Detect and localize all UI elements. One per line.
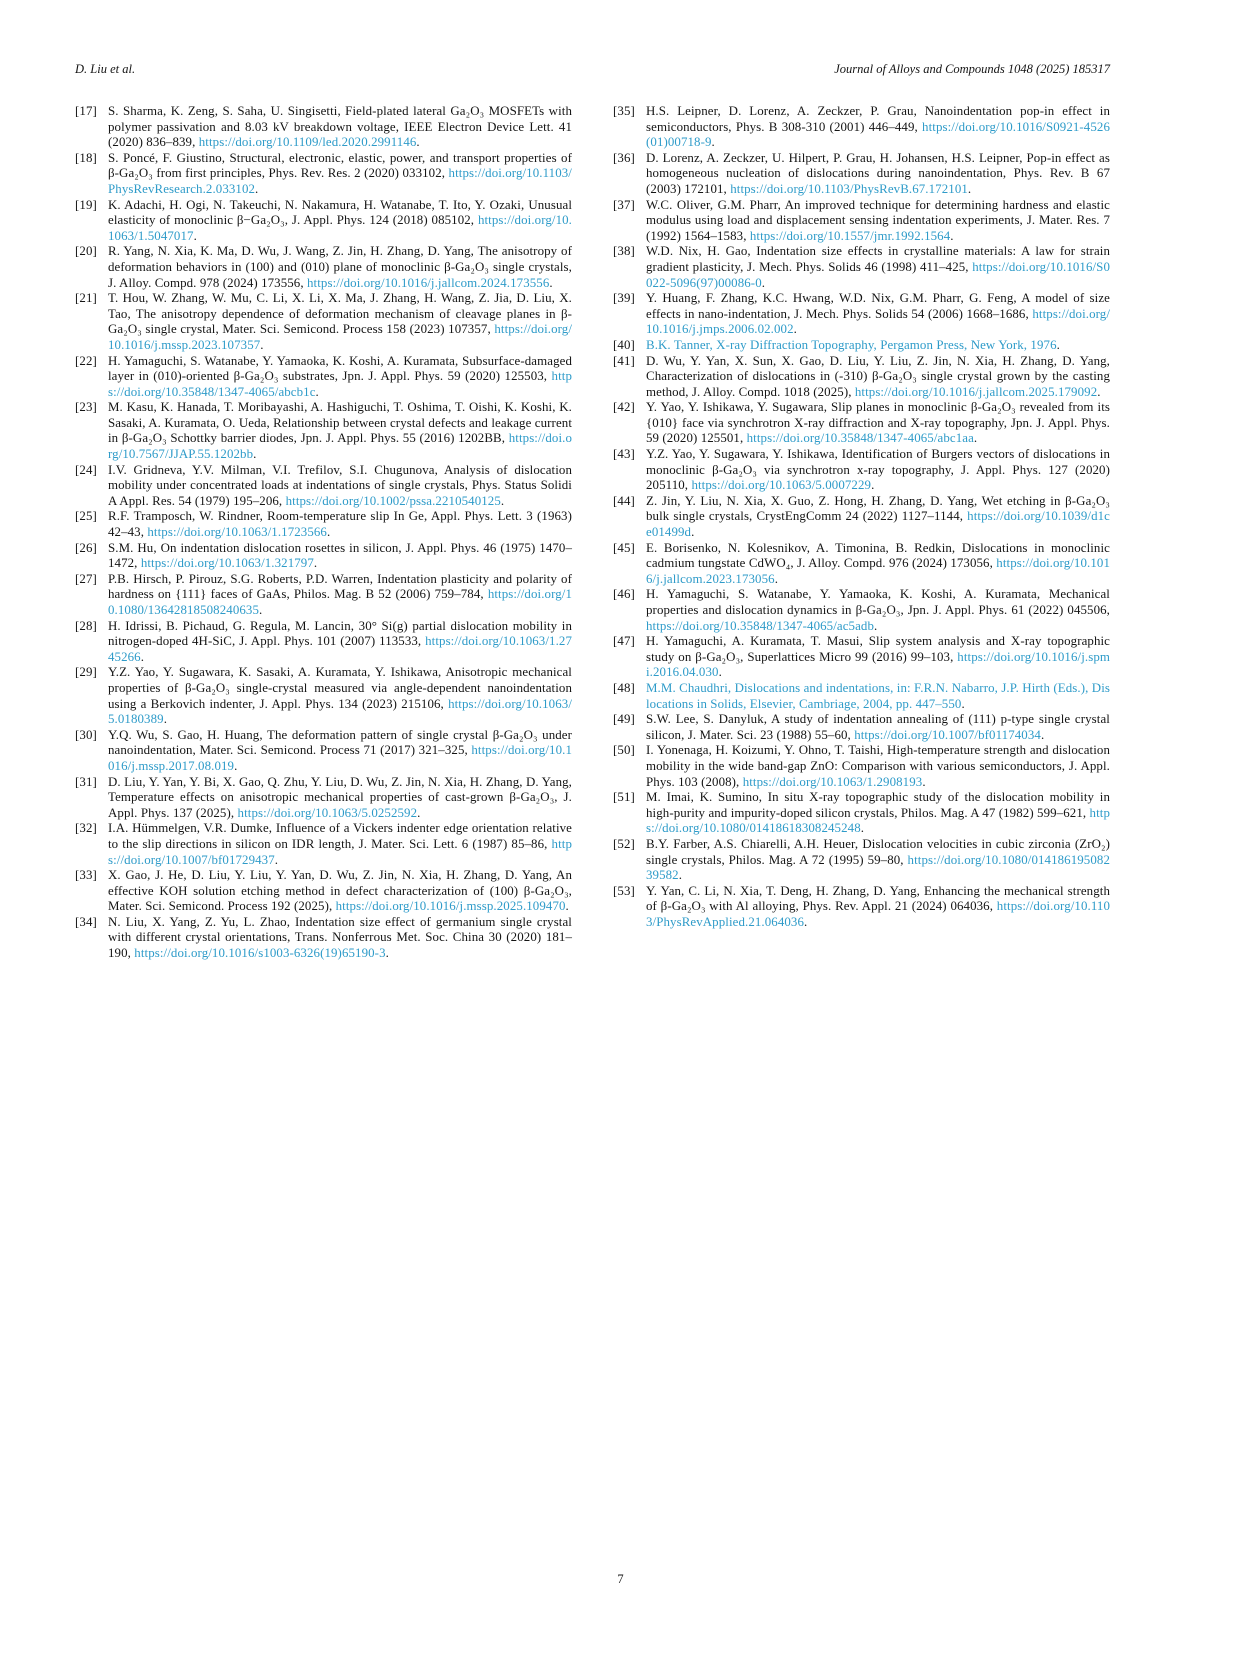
references-section: [75, 104, 1110, 962]
reference-number: [36]: [613, 150, 635, 165]
reference-item: [75, 728, 572, 775]
reference-number: [27]: [75, 571, 97, 586]
reference-item: [75, 821, 572, 868]
reference-item: [613, 400, 1110, 447]
reference-text: .: [255, 181, 259, 196]
references-column-right: [613, 104, 1110, 962]
doi-link[interactable]: https://doi.org/10.1016/s1003-6326(19)65190-3: [134, 946, 386, 961]
reference-text: .: [385, 946, 389, 961]
reference-text: S.M. Hu, On indentation dislocation rosettes in silicon, J. Appl. Phys. 46 (1975) 1470–1472,: [108, 540, 572, 571]
reference-text: D. Wu, Y. Yan, X. Sun, X. Gao, D. Liu, Y. Liu, Z. Jin, N. Xia, H. Zhang, D. Yang, Characterization of dislocations in (-310) β-Ga₂O₃ single crystal grown by the casting method, J. Alloy. Compd. 1018 (2025),: [646, 353, 1110, 399]
reference-text: W.C. Oliver, G.M. Pharr, An improved technique for determining hardness and elastic modulus using load and displacement sensing indentation experiments, J. Mater. Res. 7 (1992) 1564–1583,: [646, 197, 1110, 243]
reference-item: [613, 743, 1110, 790]
reference-text: .: [761, 275, 766, 290]
reference-number: [51]: [613, 790, 635, 805]
doi-link[interactable]: https://doi.org/10.1016/j.jallcom.2024.173556: [307, 275, 550, 290]
doi-link[interactable]: https://doi.org/10.1016/j.spmi.2016.04.030: [646, 649, 1110, 680]
reference-item: [75, 915, 572, 962]
reference-item: [613, 712, 1110, 743]
reference-number: [38]: [613, 244, 635, 259]
doi-link[interactable]: https://doi.org/10.35848/1347-4065/abcb1c: [108, 369, 572, 399]
reference-number: [39]: [613, 291, 635, 306]
page-footer: [0, 1572, 1241, 1587]
doi-link[interactable]: https://doi.org/10.1103/PhysRevB.67.172101: [730, 181, 968, 196]
reference-text: H. Yamaguchi, S. Watanabe, Y. Yamaoka, K. Koshi, A. Kuramata, Mechanical properties and dislocation dynamics in β-Ga₂O₃, Jpn. J. Appl. Phys. 61 (2022) 045506,: [646, 587, 1110, 617]
reference-number: [19]: [75, 197, 97, 212]
reference-text: .: [860, 821, 865, 836]
reference-item: [613, 587, 1110, 634]
doi-link[interactable]: https://doi.org/10.1063/5.0252592: [237, 805, 418, 820]
reference-text: I.V. Gridneva, Y.V. Milman, V.I. Trefilov, S.I. Chugunova, Analysis of dislocation mobility under concentrated loads at indentations of single crystals, Phys. Status Solidi A Appl. Res. 54 (1979) 195–206,: [108, 462, 572, 508]
reference-number: [46]: [613, 587, 635, 602]
reference-number: [49]: [613, 712, 635, 727]
doi-link[interactable]: https://doi.org/10.1039/d1ce01499d: [646, 509, 1110, 540]
doi-link[interactable]: https://doi.org/10.1063/5.0007229: [691, 478, 872, 493]
reference-number: [21]: [75, 291, 97, 306]
reference-number: [22]: [75, 353, 97, 368]
doi-link[interactable]: https://doi.org/10.1063/1.1723566: [147, 525, 327, 540]
reference-number: [50]: [613, 743, 635, 758]
reference-text: .: [1040, 727, 1045, 742]
reference-number: [34]: [75, 914, 97, 929]
reference-item: [75, 354, 572, 401]
reference-text: .: [253, 447, 257, 462]
reference-text: I.A. Hümmelgen, V.R. Dumke, Influence of a Vickers indenter edge orientation relative to the slip directions in silicon on IDR length, J. Mater. Sci. Lett. 6 (1987) 85–86,: [108, 821, 572, 851]
reference-text: .: [718, 665, 722, 680]
doi-link[interactable]: M.M. Chaudhri, Dislocations and indentations, in: F.R.N. Nabarro, J.P. Hirth (Eds.), Dislocations in Solids, Elsevier, Cambriage, 2004, pp. 447–550: [646, 680, 1110, 711]
reference-item: [75, 619, 572, 666]
reference-number: [35]: [613, 104, 635, 118]
reference-number: [37]: [613, 197, 635, 212]
reference-item: [75, 541, 572, 572]
reference-text: .: [234, 758, 238, 773]
reference-text: R.F. Tramposch, W. Rindner, Room-temperature slip In Ge, Appl. Phys. Lett. 3 (1963) 42–43,: [108, 509, 572, 540]
reference-text: .: [774, 571, 779, 586]
reference-item: [613, 291, 1110, 338]
reference-text: Y. Yao, Y. Ishikawa, Y. Sugawara, Slip planes in monoclinic β-Ga₂O₃ revealed from its {010} face via synchrotron X-ray diffraction and X-ray topography, Jpn. J. Appl. Phys. 59 (2020) 125501,: [646, 400, 1110, 446]
reference-item: [75, 572, 572, 619]
reference-number: [24]: [75, 462, 97, 477]
reference-text: M. Imai, K. Sumino, In situ X-ray topographic study of the dislocation mobility in high-purity and impurity-doped silicon crystals, Philos. Mag. A 47 (1982) 599–621,: [646, 790, 1110, 820]
reference-text: .: [565, 899, 569, 914]
reference-text: I. Yonenaga, H. Koizumi, Y. Ohno, T. Taishi, High-temperature strength and dislocation mobility in the wide band-gap ZnO: Comparison with various semiconductors, J. Appl. Phys. 103 (2008),: [646, 743, 1110, 789]
reference-text: .: [691, 525, 695, 540]
doi-link[interactable]: https://doi.org/10.1557/jmr.1992.1564: [749, 228, 951, 243]
reference-item: [613, 681, 1110, 712]
reference-text: K. Adachi, H. Ogi, N. Takeuchi, N. Nakamura, H. Watanabe, T. Ito, Y. Ozaki, Unusual elasticity of monoclinic β−Ga₂O₃, J. Appl. Phys. 124 (2018) 085102,: [108, 197, 572, 228]
reference-number: [48]: [613, 680, 635, 695]
reference-item: [75, 509, 572, 540]
doi-link[interactable]: https://doi.org/10.1063/1.2745266: [108, 634, 572, 664]
reference-text: S. Poncé, F. Giustino, Structural, electronic, elastic, power, and transport properties of β-Ga₂O₃ from first principles, Phys. Rev. Res. 2 (2020) 033102,: [108, 150, 572, 181]
references-column-left: [75, 104, 572, 962]
reference-number: [17]: [75, 104, 97, 118]
reference-text: .: [1056, 337, 1060, 352]
reference-item: [75, 463, 572, 510]
reference-number: [25]: [75, 509, 97, 524]
doi-link[interactable]: https://doi.org/10.1063/1.5047017: [108, 213, 572, 243]
reference-text: .: [313, 556, 318, 571]
reference-text: M. Kasu, K. Hanada, T. Moribayashi, A. Hashiguchi, T. Oshima, T. Oishi, K. Koshi, K. Sasaki, A. Kuramata, O. Ueda, Relationship between crystal defects and leakage current in β-Ga₂O₃ Schottky barrier diodes, Jpn. J. Appl. Phys. 55 (2016) 1202BB,: [108, 400, 572, 446]
doi-link[interactable]: https://doi.org/10.35848/1347-4065/ac5adb: [646, 618, 874, 633]
reference-item: [613, 104, 1110, 151]
reference-text: Y.Q. Wu, S. Gao, H. Huang, The deformation pattern of single crystal β-Ga₂O₃ under nanoindentation, Mater. Sci. Semicond. Process 71 (2017) 321–325,: [108, 727, 572, 758]
doi-link[interactable]: https://doi.org/10.1016/j.mssp.2025.109470: [335, 899, 566, 914]
reference-item: [613, 447, 1110, 494]
running-head-author: D. Liu et al.: [75, 62, 136, 76]
reference-text: H. Idrissi, B. Pichaud, G. Regula, M. Lancin, 30° Si(g) partial dislocation mobility in nitrogen-doped 4H-SiC, J. Appl. Phys. 101 (2007) 113533,: [108, 618, 572, 649]
doi-link[interactable]: B.K. Tanner, X-ray Diffraction Topography, Pergamon Press, New York, 1976: [646, 337, 1057, 352]
doi-link[interactable]: https://doi.org/10.1103/PhysRevApplied.21.064036: [646, 899, 1110, 929]
reference-text: .: [871, 478, 875, 493]
reference-number: [40]: [613, 337, 635, 352]
doi-link[interactable]: https://doi.org/10.1063/5.0180389: [108, 696, 572, 727]
doi-link[interactable]: https://doi.org/10.1016/j.mssp.2023.107357: [108, 322, 572, 352]
reference-item: [613, 884, 1110, 931]
reference-text: .: [260, 337, 264, 352]
reference-number: [31]: [75, 774, 97, 789]
reference-text: .: [678, 868, 683, 883]
doi-link[interactable]: https://doi.org/10.1109/led.2020.2991146: [198, 135, 417, 150]
reference-number: [53]: [613, 883, 635, 898]
reference-text: .: [259, 603, 263, 617]
reference-text: .: [711, 135, 715, 150]
reference-item: [613, 338, 1110, 354]
reference-text: Y. Yan, C. Li, N. Xia, T. Deng, H. Zhang, D. Yang, Enhancing the mechanical strength of β-Ga₂O₃ with Al alloying, Phys. Rev. Appl. 21 (2024) 064036,: [646, 883, 1110, 914]
reference-text: .: [549, 275, 553, 290]
reference-number: [18]: [75, 150, 97, 165]
reference-number: [32]: [75, 821, 97, 836]
doi-link[interactable]: https://doi.org/10.1016/j.mssp.2017.08.019: [108, 743, 572, 773]
doi-link[interactable]: https://doi.org/10.1002/pssa.2210540125: [285, 493, 501, 508]
reference-text: .: [500, 493, 505, 508]
reference-item: [613, 198, 1110, 245]
doi-link[interactable]: https://doi.org/10.1016/j.jallcom.2025.179092: [854, 384, 1098, 399]
reference-number: [28]: [75, 618, 97, 633]
reference-item: [75, 775, 572, 822]
reference-text: .: [163, 712, 168, 727]
doi-link[interactable]: https://doi.org/10.1080/01418619508239582: [646, 852, 1110, 883]
reference-item: [613, 494, 1110, 541]
doi-link[interactable]: https://doi.org/10.1016/S0921-4526(01)00718-9: [646, 119, 1110, 150]
reference-text: .: [1097, 384, 1101, 399]
reference-number: [42]: [613, 400, 635, 415]
reference-number: [33]: [75, 868, 97, 883]
reference-text: R. Yang, N. Xia, K. Ma, D. Wu, J. Wang, Z. Jin, H. Zhang, D. Yang, The anisotropy of deformation behaviors in (100) and (010) plane of monoclinic β-Ga₂O₃ single crystals, J. Alloy. Compd. 978 (2024) 173556,: [108, 244, 572, 290]
reference-item: [613, 151, 1110, 198]
reference-item: [613, 541, 1110, 588]
reference-item: [613, 837, 1110, 884]
reference-text: H. Yamaguchi, S. Watanabe, Y. Yamaoka, K. Koshi, A. Kuramata, Subsurface-damaged layer in (010)-oriented β-Ga₂O₃ substrates, Jpn. J. Appl. Phys. 59 (2020) 125503,: [108, 353, 572, 384]
reference-text: Y.Z. Yao, Y. Sugawara, Y. Ishikawa, Identification of Burgers vectors of dislocations in monoclinic β-Ga₂O₃ via synchrotron x-ray topography, J. Appl. Phys. 127 (2020) 205110,: [646, 447, 1110, 493]
reference-text: S. Sharma, K. Zeng, S. Saha, U. Singisetti, Field-plated lateral Ga₂O₃ MOSFETs with polymer passivation and 8.03 kV breakdown voltage, IEEE Electron Device Lett. 41 (2020) 836–839,: [108, 104, 572, 150]
reference-text: .: [967, 181, 972, 196]
doi-link[interactable]: https://doi.org/10.1063/1.321797: [140, 556, 314, 571]
doi-link[interactable]: https://doi.org/10.35848/1347-4065/abc1aa: [746, 431, 974, 446]
reference-item: [613, 634, 1110, 681]
reference-text: X. Gao, J. He, D. Liu, Y. Liu, Y. Yan, D. Wu, Z. Jin, N. Xia, H. Zhang, D. Yang, An effective KOH solution etching method in defect characterization of (100) β-Ga₂O₃, Mater. Sci. Semicond. Process 192 (2025),: [108, 868, 572, 914]
reference-text: .: [315, 384, 319, 399]
reference-item: [75, 291, 572, 353]
reference-text: .: [973, 431, 978, 446]
reference-number: [43]: [613, 447, 635, 462]
reference-number: [26]: [75, 540, 97, 555]
reference-text: D. Liu, Y. Yan, Y. Bi, X. Gao, Q. Zhu, Y. Liu, D. Wu, Z. Jin, N. Xia, H. Zhang, D. Yang, Temperature effects on anisotropic mechanical properties of cast-grown β-Ga₂O₃, J. Appl. Phys. 137 (2025),: [108, 774, 572, 820]
doi-link[interactable]: https://doi.org/10.1080/01418618308245248: [646, 805, 1110, 836]
reference-text: .: [416, 135, 420, 150]
reference-text: .: [804, 914, 808, 929]
reference-item: [75, 151, 572, 198]
reference-text: T. Hou, W. Zhang, W. Mu, C. Li, X. Li, X. Ma, J. Zhang, H. Wang, Z. Jia, D. Liu, X. Tao, The anisotropy dependence of deformation mechanism of cleavage planes in β-Ga₂O₃ single crystal, Mater. Sci. Semicond. Process 158 (2023) 107357,: [108, 291, 572, 337]
doi-link[interactable]: https://doi.org/10.1016/S0022-5096(97)00086-0: [646, 259, 1110, 290]
reference-text: B.Y. Farber, A.S. Chiarelli, A.H. Heuer, Dislocation velocities in cubic zirconia (ZrO₂) single crystals, Philos. Mag. A 72 (1995) 59–80,: [646, 836, 1110, 867]
reference-text: S.W. Lee, S. Danyluk, A study of indentation annealing of (111) p-type single crystal silicon, J. Mater. Sci. 23 (1988) 55–60,: [646, 712, 1110, 742]
reference-number: [20]: [75, 244, 97, 259]
reference-item: [75, 244, 572, 291]
reference-item: [613, 244, 1110, 291]
running-head: [75, 62, 1110, 76]
reference-item: [75, 198, 572, 245]
reference-text: H.S. Leipner, D. Lorenz, A. Zeckzer, P. Grau, Nanoindentation pop-in effect in semiconductors, Phys. B 308-310 (2001) 446–449,: [646, 104, 1110, 134]
reference-item: [75, 400, 572, 462]
reference-text: P.B. Hirsch, P. Pirouz, S.G. Roberts, P.D. Warren, Indentation plasticity and polarity of hardness on {111} faces of GaAs, Philos. Mag. B 52 (2006) 759–784,: [108, 571, 572, 602]
reference-text: .: [874, 618, 878, 633]
reference-text: .: [326, 525, 331, 540]
reference-text: Y.Z. Yao, Y. Sugawara, K. Sasaki, A. Kuramata, Y. Ishikawa, Anisotropic mechanical properties of β-Ga₂O₃ single-crystal measured via angle-dependent nanoindentation using a Berkovich indenter, J. Appl. Phys. 134 (2023) 215106,: [108, 665, 572, 711]
doi-link[interactable]: https://doi.org/10.7567/JJAP.55.1202bb: [108, 431, 572, 462]
reference-text: H. Yamaguchi, A. Kuramata, T. Masui, Slip system analysis and X-ray topographic study on β-Ga₂O₃, Superlattices Micro 99 (2016) 99–103,: [646, 634, 1110, 664]
reference-number: [41]: [613, 353, 635, 368]
doi-link[interactable]: https://doi.org/10.1016/j.jmps.2006.02.002: [646, 306, 1110, 337]
reference-item: [75, 665, 572, 727]
reference-item: [613, 354, 1110, 401]
reference-item: [75, 868, 572, 915]
doi-link[interactable]: https://doi.org/10.1063/1.2908193: [742, 774, 923, 789]
doi-link[interactable]: https://doi.org/10.1007/bf01174034: [854, 727, 1041, 742]
reference-text: W.D. Nix, H. Gao, Indentation size effects in crystalline materials: A law for strain gradient plasticity, J. Mech. Phys. Solids 46 (1998) 411–425,: [646, 244, 1110, 274]
reference-text: .: [950, 228, 954, 243]
doi-link[interactable]: https://doi.org/10.1007/bf01729437: [108, 836, 572, 867]
reference-number: [45]: [613, 540, 635, 555]
reference-number: [44]: [613, 493, 635, 508]
doi-link[interactable]: https://doi.org/10.1016/j.jallcom.2023.173056: [646, 556, 1110, 586]
reference-text: .: [193, 228, 197, 243]
running-head-journal: Journal of Alloys and Compounds 1048 (2025) 185317: [834, 62, 1110, 76]
reference-number: [23]: [75, 400, 97, 415]
reference-text: Z. Jin, Y. Liu, N. Xia, X. Guo, Z. Hong, H. Zhang, D. Yang, Wet etching in β-Ga₂O₃ bulk single crystals, CrystEngComm 24 (2022) 1127–1144,: [646, 493, 1110, 524]
reference-text: E. Borisenko, N. Kolesnikov, A. Timonina, B. Redkin, Dislocations in monoclinic cadmium tungstate CdWO₄, J. Alloy. Compd. 976 (2024) 173056,: [646, 540, 1110, 571]
reference-number: [47]: [613, 634, 635, 649]
reference-text: .: [922, 774, 926, 789]
reference-number: [29]: [75, 665, 97, 680]
reference-item: [613, 790, 1110, 837]
reference-number: [52]: [613, 836, 635, 851]
reference-text: .: [961, 696, 965, 711]
reference-text: Y. Huang, F. Zhang, K.C. Hwang, W.D. Nix, G.M. Pharr, G. Feng, A model of size effects in nano-indentation, J. Mech. Phys. Solids 54 (2006) 1668–1686,: [646, 291, 1110, 321]
reference-text: N. Liu, X. Yang, Z. Yu, L. Zhao, Indentation size effect of germanium single crystal with different crystal orientations, Trans. Nonferrous Met. Soc. China 30 (2020) 181–190,: [108, 914, 572, 961]
doi-link[interactable]: https://doi.org/10.1080/13642818508240635: [108, 587, 572, 617]
reference-text: .: [793, 322, 797, 337]
reference-text: .: [417, 805, 421, 820]
doi-link[interactable]: https://doi.org/10.1103/PhysRevResearch.2.033102: [108, 166, 572, 196]
page-number: 7: [617, 1572, 624, 1586]
reference-text: D. Lorenz, A. Zeckzer, U. Hilpert, P. Grau, H. Johansen, H.S. Leipner, Pop-in effect as homogeneous nucleation of dislocations during nanoindentation, Phys. Rev. B 67 (2003) 172101,: [646, 150, 1110, 196]
reference-text: .: [274, 852, 279, 867]
reference-item: [75, 104, 572, 151]
reference-text: .: [140, 649, 145, 664]
reference-number: [30]: [75, 727, 97, 742]
